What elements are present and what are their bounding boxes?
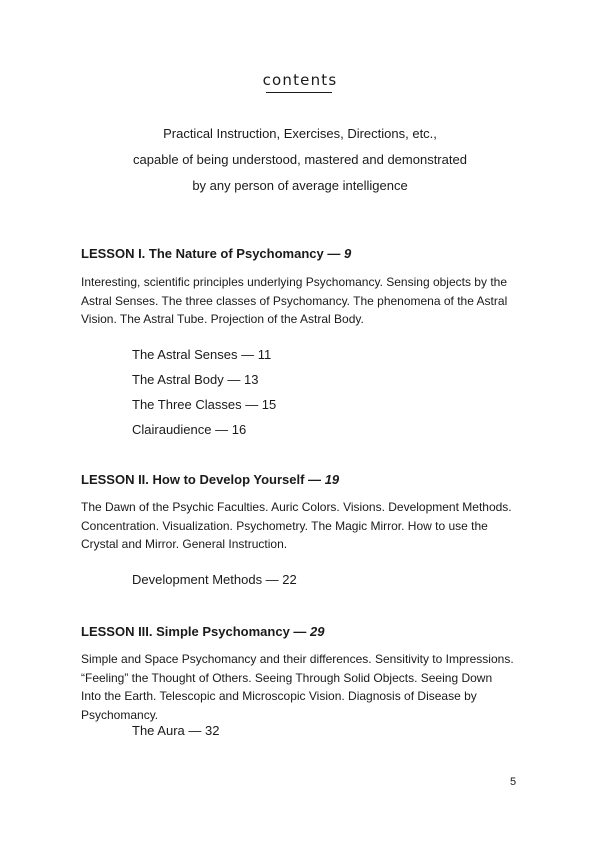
lesson-3-page: 29	[310, 624, 325, 639]
description-line: Interesting, scientific principles underlying Psychomancy. Sensing objects by the	[81, 275, 507, 289]
description-line: Astral Senses. The three classes of Psychomancy. The phenomena of the Astral	[81, 293, 508, 308]
lesson-1-title: LESSON I. The Nature of Psychomancy —	[81, 246, 341, 261]
title-underline	[266, 92, 332, 93]
lesson-3-heading	[81, 624, 325, 639]
description-line: Concentration. Visualization. Psychometry. The Magic Mirror. How to use the	[81, 518, 488, 533]
subtitle-line: by any person of average intelligence	[192, 178, 408, 193]
lesson-1-page: 9	[343, 246, 352, 261]
lesson-1-item: The Astral Senses — 11	[132, 347, 272, 362]
lesson-1-heading	[81, 246, 351, 261]
lesson-2-heading	[81, 472, 339, 487]
lesson-1-item: The Astral Body — 13	[132, 372, 259, 387]
description-line: Vision. The Astral Tube. Projection of the Astral Body.	[81, 312, 364, 326]
description-line: “Feeling” the Thought of Others. Seeing Through Solid Objects. Seeing Down	[81, 670, 493, 685]
lesson-1-item: Clairaudience — 16	[132, 422, 247, 437]
subtitle-line: capable of being understood, mastered and demonstrated	[133, 152, 467, 167]
page-title: contents	[262, 71, 338, 89]
page-number: 5	[510, 776, 517, 788]
lesson-3-item: The Aura — 32	[132, 723, 220, 738]
description-line: Crystal and Mirror. General Instruction.	[81, 537, 288, 551]
description-line: Simple and Space Psychomancy and their differences. Sensitivity to Impressions.	[81, 652, 514, 666]
lesson-1-description	[81, 273, 526, 329]
description-line: The Dawn of the Psychic Faculties. Auric Colors. Visions. Development Methods.	[81, 500, 512, 514]
lesson-2-title: LESSON II. How to Develop Yourself —	[81, 472, 322, 487]
subtitle-line: Practical Instruction, Exercises, Directions, etc.,	[163, 126, 437, 141]
lesson-3-description	[81, 650, 526, 724]
subtitle	[0, 121, 600, 199]
lesson-3-title: LESSON III. Simple Psychomancy —	[81, 624, 307, 639]
lesson-1-item: The Three Classes — 15	[132, 397, 277, 412]
description-line: Psychomancy.	[81, 707, 159, 722]
description-line: Into the Earth. Telescopic and Microscopic Vision. Diagnosis of Disease by	[81, 689, 477, 703]
lesson-2-item: Development Methods — 22	[132, 572, 297, 587]
lesson-2-page: 19	[324, 472, 340, 487]
lesson-2-description	[81, 498, 526, 554]
